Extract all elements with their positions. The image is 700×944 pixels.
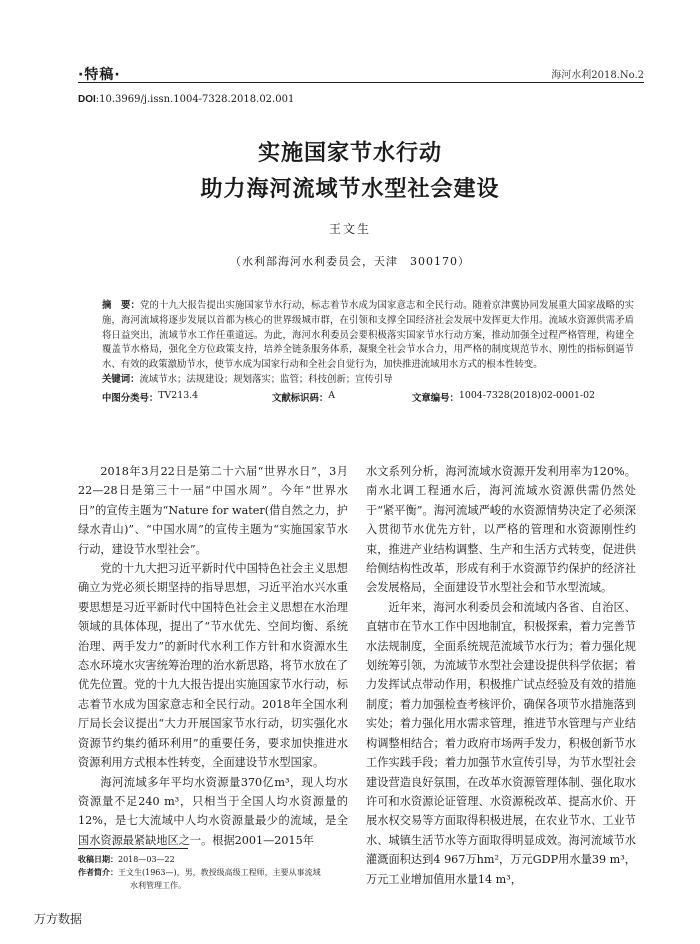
doc-code-label: 文献标识码：: [272, 393, 329, 404]
clc-value: TV213.4: [158, 390, 199, 401]
article-number-label: 文章编号：: [412, 393, 459, 404]
running-head: 海河水利2018.No.2: [551, 70, 644, 81]
abstract: [102, 299, 634, 373]
body-column-left: [78, 462, 348, 850]
body-paragraph: 党的十九大把习近平新时代中国特色社会主义思想确立为党必须长期坚持的指导思想，习近平治水兴水重要思想是习近平新时代中国特色社会主义思想在水治理领域的具体体现，提出了“节水优先、空间均衡、系统治理、两手发力”的新时代水利工作方针和水资源水生态水环境水灾害统筹治理的治水新思路，将节水放在了优先位置。党的十九大报告提出实施国家节水行动，标志着节水成为国家意志和全民行动。2018年全国水利厅局长会议提出“大力开展国家节水行动，切实强化水资源节约集约循环利用”的重要任务，要求加快推进水资源利用方式根本性转变，全面建设节水型国家。: [78, 562, 348, 770]
affiliation: （水利部海河水利委员会，天津 300170）: [230, 255, 470, 268]
body-paragraph: 近年来，海河水利委员会和流域内各省、自治区、直辖市在节水工作中因地制宜，积极探索，着力完善节水法规制度，全面系统规范流域节水行为；着力强化规划统筹引领，为流域节水型社会建设提供科学依据；着力发挥试点带动作用，积极推广试点经验及有效的措施制度；着力加强检查考核评价，确保各项节水措施落到实处；着力强化用水需求管理，推进节水管理与产业结构调整相结合；着力政府市场两手发力，积极创新节水工作实践手段；着力加强节水宣传引导，为节水型社会建设营造良好氛围，在改革水资源管理体制、强化取水许可和水资源论证管理、水资源税改革、提高水价、开展水权交易等方面取得积极进展，在农业节水、工业节水、城镇生活节水等方面取得明显成效。海河流域节水灌溉面积达到4 967万hm²，万元GDP用水量39 m³，万元工业增加值用水量14 m³，: [366, 600, 636, 886]
footnote-rule: [78, 848, 188, 849]
received-label: 收稿日期：: [78, 855, 118, 864]
body-column-right: [366, 462, 636, 889]
keywords: [102, 373, 634, 387]
abstract-label: 摘 要：: [102, 300, 141, 311]
author-bio-label: 作者简介：: [78, 868, 118, 877]
author: 王文生: [328, 222, 371, 236]
doi-label: DOI: [78, 94, 96, 105]
header-rule: [78, 82, 644, 83]
title-line-2: 助力海河流域节水型社会建设: [200, 177, 500, 202]
doi-value: :10.3969/j.issn.1004-7328.2018.02.001: [95, 94, 295, 105]
article-number: [412, 390, 596, 404]
body-paragraph: 2018年3月22日是第二十六届“世界水日”，3月22—28日是第三十一届“中国水周”。今年“世界水日”的宣传主题为“Nature for water(借自然之力，护绿水青山)”、“中国水周”的宣传主题为“实施国家节水行动，建设节水型社会”。: [78, 465, 348, 556]
doi-line: [78, 94, 294, 105]
received-value: 2018—03—22: [118, 855, 175, 864]
keywords-label: 关键词：: [102, 374, 140, 385]
clc-label: 中图分类号：: [102, 393, 159, 404]
classification-row: [102, 390, 634, 404]
brand-footer: 万方数据: [34, 912, 83, 926]
received-date: [78, 853, 348, 866]
title-line-1: 实施国家节水行动: [257, 141, 442, 166]
abstract-text: 党的十九大报告提出实施国家节水行动，标志着节水成为国家意志和全民行动。随着京津冀协同发展重大国家战略的实施，海河流域将逐步发展以首都为核心的世界级城市群，在引领和支撑全国经济社会发展中发挥更大作用。流域水资源供需矛盾将日益突出，流域节水工作任重道远。为此，海河水利委员会要积极落实国家节水行动方案，推动加强全过程严格管理，构建全覆盖节水格局，强化全方位政策支持，培养全链条服务体系，凝聚全社会节水合力，用严格的制度规范节水、刚性的指标倒逼节水、有效的政策激励节水，使节水成为国家行动和全社会自觉行为，加快推进流域用水方式的根本性转变。: [102, 300, 634, 371]
section-tag: ·特稿·: [78, 67, 121, 83]
doc-code-value: A: [328, 390, 336, 401]
footnote: [78, 853, 348, 892]
body-paragraph: 水文系列分析，海河流域水资源开发利用率为120%。南水北调工程通水后，海河流域水资源供需仍然处于“紧平衡”。海河流域严峻的水资源情势决定了必须深入贯彻节水优先方针，以严格的管理和水资源刚性约束，推进产业结构调整、生产和生活方式转变，促进供给侧结构性改革，形成有利于水资源节约保护的经济社会发展格局，全面建设节水型社会和节水型流域。: [366, 465, 636, 595]
author-bio-line-1: 王文生(1963—)，男，教授级高级工程师，主要从事流域: [118, 868, 321, 877]
author-bio: [78, 866, 348, 879]
doc-code: [272, 390, 336, 404]
author-bio-line-2: 水利管理工作。: [130, 881, 186, 890]
article-number-value: 1004-7328(2018)02-0001-02: [458, 390, 596, 401]
clc-code: [102, 390, 199, 404]
keywords-text: 流域节水；法规建设；规划落实；监管；科技创新；宣传引导: [139, 374, 393, 385]
body-paragraph: 海河流域多年平均水资源量370亿m³，现人均水资源量不足240 m³，只相当于全国人均水资源量的12%，是七大流域中人均水资源量最少的流域，是全国水资源最紧缺地区之一。根据2001—2015年: [78, 775, 348, 847]
